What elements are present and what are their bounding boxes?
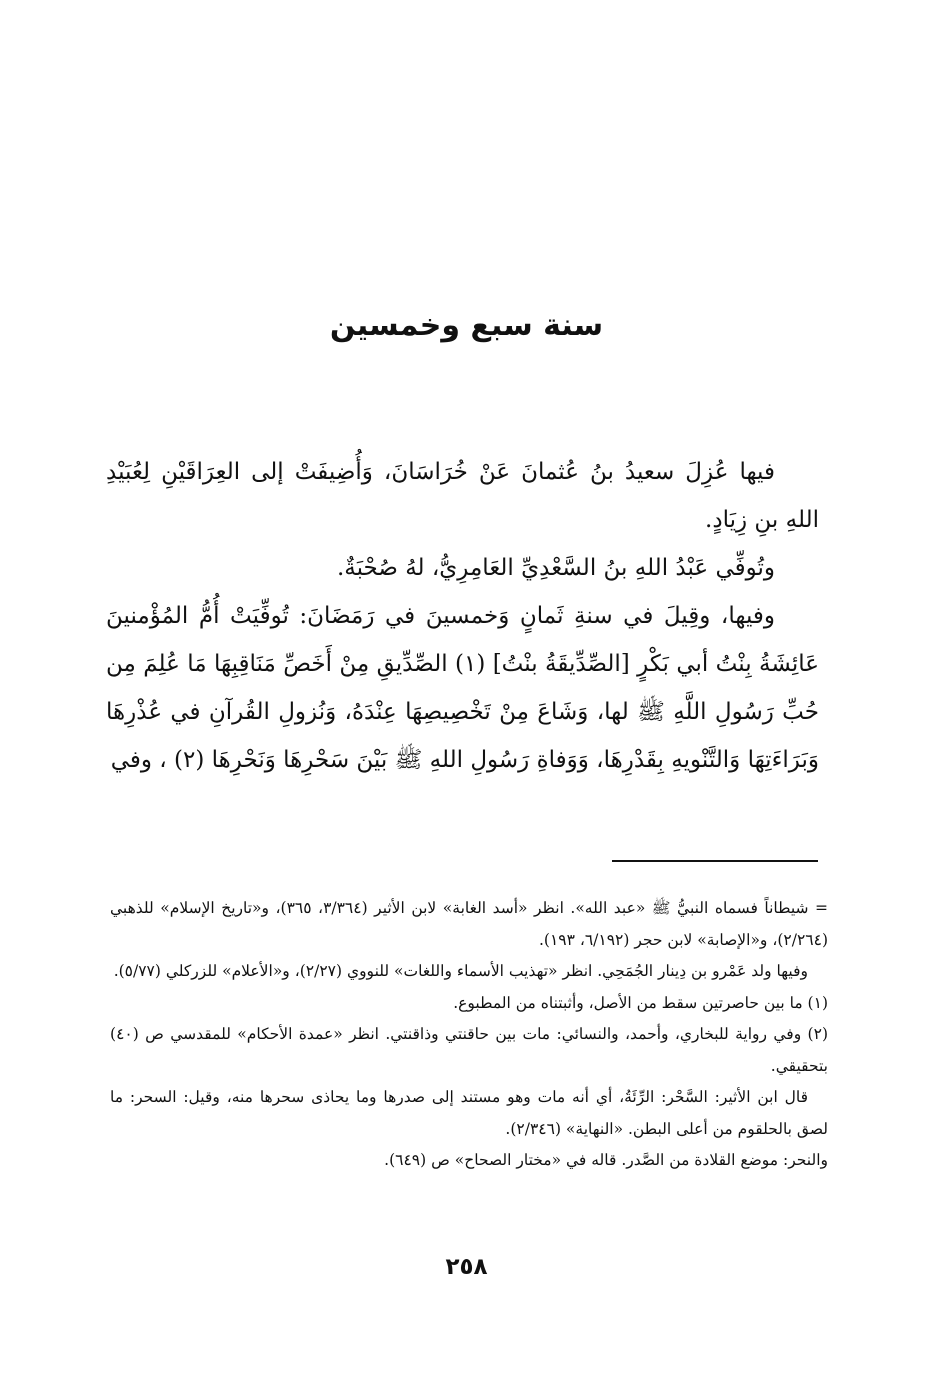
footnote-2-explanation: قال ابن الأثير: السَّحْر: الرِّئَةُ، أي أنه مات وهو مستند إلى صدرها وما يحاذى سحرها منه، وقيل: السحر: ما لصق بالحلقوم من أعلى البطن. «النهاية» (٢/٣٤٦). [110,1088,828,1138]
paragraph-1: فيها عُزِلَ سعيدُ بنُ عُثمانَ عَنْ خُرَاسَانَ، وَأُضِيفَتْ إلى العِرَاقَيْنِ لِعُبَيْدِ اللهِ بنِ زِيَادٍ. [106,459,819,533]
main-text [106,448,819,784]
page-number: ٢٥٨ [445,1254,488,1280]
footnote-2: (٢) وفي رواية للبخاري، وأحمد، والنسائي: مات بين حاقنتي وذاقنتي. انظر «عمدة الأحكام» للمقدسي ص (٤٠) بتحقيقي. [110,1025,828,1075]
footnotes [110,893,828,1177]
section-heading: سنة سبع وخمسين [329,308,604,343]
footnote-continuation: = شيطاناً فسماه النبيُّ ﷺ «عبد الله». انظر «أسد الغابة» لابن الأثير (٣/٣٦٤، ٣٦٥)، و«تاريخ الإسلام» للذهبي (٢/٢٦٤)، و«الإصابة» لابن حجر (٦/١٩٢، ١٩٣). [110,899,828,949]
paragraph-3: وفيها، وقِيلَ في سنةِ ثَمانٍ وَخمسينَ في رَمَضَانَ: تُوفِّيَتْ أُمُّ المُؤْمنينَ عَائِشَةُ بِنْتُ أبي بَكْرٍ [الصِّدِّيقَةُ بنْتُ] (١) الصِّدِّيقِ مِنْ أَخَصِّ مَنَاقِبِهَا مَا عُلِمَ مِن حُبِّ رَسُولِ اللَّهِ ﷺ لها، وَشَاعَ مِنْ تَخْصِيصِهَا عِنْدَهُ، وَنُزولِ القُرآنِ في عُذْرِهَا وَبَرَاءَتِهَا وَالتَّنْويهِ بِقَدْرِهَا، وَوَفاةِ رَسُولِ اللهِ ﷺ بَيْنَ سَحْرِهَا وَنَحْرِهَا (٢) ، وفي [106,603,819,773]
footnote-separator [612,860,818,862]
footnote-1: (١) ما بين حاصرتين سقط من الأصل، وأثبتناه من المطبوع. [453,993,828,1012]
footnote-continuation-extra: وفيها ولد عَمْرو بن دِينار الجُمَحِي. انظر «تهذيب الأسماء واللغات» للنووي (٢/٢٧)، و«الأعلام» للزركلي (٥/٧٧). [113,962,808,980]
footnote-2-nahr: والنحر: موضع القلادة من الصَّدر. قاله في «مختار الصحاح» ص (٦٤٩). [384,1151,828,1169]
paragraph-2: وتُوفِّي عَبْدُ اللهِ بنُ السَّعْدِيِّ العَامِرِيُّ، لهُ صُحْبَةٌ. [336,555,775,581]
